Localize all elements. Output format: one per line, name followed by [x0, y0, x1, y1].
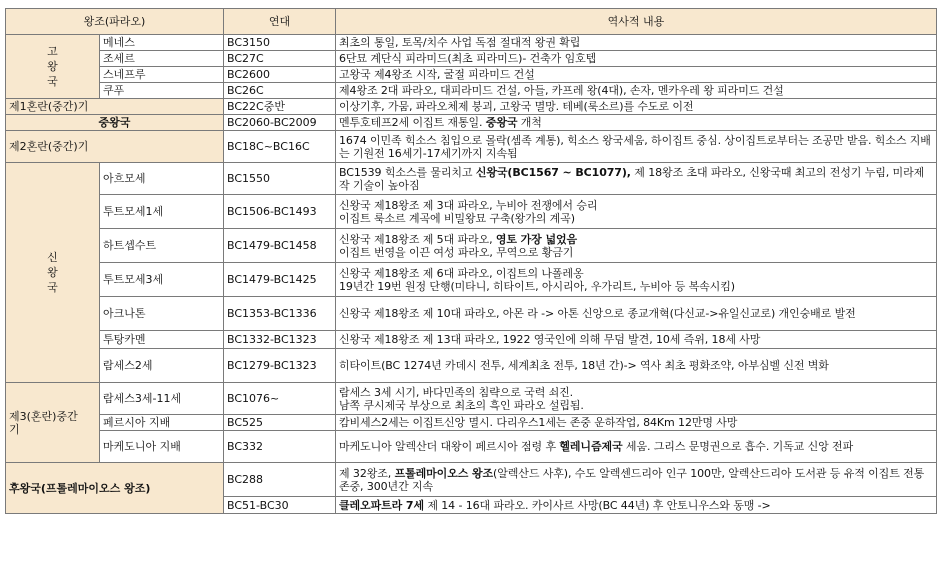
ruler-cell: 람세스3세-11세 — [100, 383, 224, 415]
desc-bold-text: 클레오파트라 7세 — [339, 498, 424, 512]
table-row — [6, 163, 937, 195]
desc-cell — [336, 229, 937, 263]
desc-cell — [336, 497, 937, 514]
desc-text: 19년간 19번 원정 단행(미타니, 히타이트, 아시리아, 우가리트, 누비아 등 복속시킴) — [339, 279, 735, 293]
date-cell: BC288 — [224, 463, 336, 497]
date-cell: BC2060-BC2009 — [224, 115, 336, 131]
ruler-cell: 아크나톤 — [100, 297, 224, 331]
table-row — [6, 35, 937, 51]
era-new-kingdom: 신 왕 국 — [6, 163, 100, 383]
date-cell: BC332 — [224, 431, 336, 463]
table-row — [6, 349, 937, 383]
desc-cell — [336, 263, 937, 297]
date-cell: BC1332-BC1323 — [224, 331, 336, 349]
desc-text: 제 18왕조 초대 파라오, 신왕국때 최고의 전성기 누림, 미라제작 기술이 높아짐 — [339, 165, 925, 192]
desc-text: 이집트 번영을 이끈 여성 파라오, 무역으로 황금기 — [339, 245, 574, 259]
table-row — [6, 51, 937, 67]
date-cell: BC51-BC30 — [224, 497, 336, 514]
desc-text: 신왕국 제18왕조 제 5대 파라오, — [339, 232, 496, 246]
desc-cell: 6단묘 계단식 피라미드(최초 피라미드)- 건축가 임호텝 — [336, 51, 937, 67]
desc-cell: 히타이트(BC 1274년 카데시 전투, 세계최초 전투, 18년 간)-> 역사 최초 평화조약, 아부심벨 신전 벽화 — [336, 349, 937, 383]
ruler-cell: 투트모세3세 — [100, 263, 224, 297]
table-row — [6, 67, 937, 83]
desc-bold-text: 헬레니즘제국 — [559, 440, 623, 453]
era-middle-kingdom: 중왕국 — [6, 115, 224, 131]
desc-text: 세움. 그리스 문명권으로 흡수. 기독교 신앙 전파 — [622, 440, 854, 453]
ruler-cell: 마케도니아 지배 — [100, 431, 224, 463]
desc-cell: 캄비세스2세는 이집트신앙 멸시. 다리우스1세는 존중 운하작업, 84Km 12만명 사망 — [336, 415, 937, 431]
date-cell: BC1479-BC1425 — [224, 263, 336, 297]
header-period: 연대 — [224, 9, 336, 35]
desc-cell — [336, 115, 937, 131]
table-row — [6, 463, 937, 497]
ruler-cell: 투탕카멘 — [100, 331, 224, 349]
ruler-cell: 조세르 — [100, 51, 224, 67]
ruler-cell: 페르시아 지배 — [100, 415, 224, 431]
desc-text: 제 32왕조, — [339, 466, 395, 480]
desc-cell: 이상기후, 가뭄, 파라오체제 붕괴, 고왕국 멸망. 테베(룩소르)를 수도로 이전 — [336, 99, 937, 115]
desc-text: BC1539 힉소스를 물리치고 — [339, 165, 476, 179]
desc-cell — [336, 463, 937, 497]
table-row — [6, 383, 937, 415]
desc-cell — [336, 195, 937, 229]
date-cell: BC2600 — [224, 67, 336, 83]
desc-text: (알렉산드 사후), 수도 알렉센드리아 인구 100만, 알렉산드리아 도서관 등 유적 이집트 전통 존중, 300년간 지속 — [339, 466, 925, 493]
ruler-cell: 쿠푸 — [100, 83, 224, 99]
desc-bold-text: 영토 가장 넓었음 — [495, 232, 578, 246]
table-row — [6, 83, 937, 99]
era-third-intermediate: 제3(혼란)중간 기 — [6, 383, 100, 463]
desc-cell: 1674 이민족 힉소스 침입으로 몰락(셈족 계통), 힉소스 왕국세움, 하이집트 중심. 상이집트로부터는 조공만 받음. 힉소스 지배는 기원전 16세기-17세기까지 지속됨 — [336, 131, 937, 163]
era-second-intermediate: 제2혼란(중간)기 — [6, 131, 224, 163]
date-cell: BC1076~ — [224, 383, 336, 415]
desc-text: 남쪽 쿠시제국 부상으로 최초의 흑인 파라오 설립됨. — [339, 398, 584, 412]
header-dynasty: 왕조(파라오) — [6, 9, 224, 35]
table-row — [6, 99, 937, 115]
table-row — [6, 263, 937, 297]
ruler-cell: 람세스2세 — [100, 349, 224, 383]
era-old-kingdom: 고 왕 국 — [6, 35, 100, 99]
table-row — [6, 195, 937, 229]
desc-cell: 신왕국 제18왕조 제 10대 파라오, 아몬 라 -> 아톤 신앙으로 종교개혁(다신교->유일신교로) 개인숭배로 발전 — [336, 297, 937, 331]
desc-bold-text: 신왕국(BC1567 ~ BC1077), — [475, 165, 631, 179]
ruler-cell: 하트셉수트 — [100, 229, 224, 263]
table-row — [6, 297, 937, 331]
date-cell: BC26C — [224, 83, 336, 99]
egypt-history-table — [5, 8, 937, 514]
header-row — [6, 9, 937, 35]
desc-cell: 최초의 통일, 토목/치수 사업 독점 절대적 왕권 확립 — [336, 35, 937, 51]
ruler-cell: 투트모세1세 — [100, 195, 224, 229]
desc-cell: 고왕국 제4왕조 시작, 굴절 피라미드 건설 — [336, 67, 937, 83]
ruler-cell: 스네프루 — [100, 67, 224, 83]
era-ptolemaic: 후왕국(프톨레마이오스 왕조) — [6, 463, 224, 514]
desc-text: 신왕국 제18왕조 제 3대 파라오, 누비아 전쟁에서 승리 — [339, 198, 598, 212]
ruler-cell: 아흐모세 — [100, 163, 224, 195]
desc-cell — [336, 431, 937, 463]
date-cell: BC3150 — [224, 35, 336, 51]
desc-cell — [336, 163, 937, 195]
desc-text: 이집트 룩소르 계곡에 비밀왕묘 구축(왕가의 계곡) — [339, 211, 575, 225]
desc-cell: 신왕국 제18왕조 제 13대 파라오, 1922 영국인에 의해 무덤 발견, 10세 즉위, 18세 사망 — [336, 331, 937, 349]
table-row — [6, 415, 937, 431]
date-cell: BC1479-BC1458 — [224, 229, 336, 263]
table-row — [6, 131, 937, 163]
desc-text: 개척 — [517, 116, 542, 129]
header-content: 역사적 내용 — [336, 9, 937, 35]
desc-text: 신왕국 제18왕조 제 6대 파라오, 이집트의 나폴레옹 — [339, 266, 584, 280]
desc-text: 제 14 - 16대 파라오. 카이사르 사망(BC 44년) 후 안토니우스와 동맹 -> — [423, 498, 771, 512]
desc-text: 람세스 3세 시기, 바다민족의 침략으로 국력 쇠진. — [339, 385, 574, 399]
date-cell: BC1279-BC1323 — [224, 349, 336, 383]
desc-bold-text: 중왕국 — [485, 116, 518, 129]
desc-cell: 제4왕조 2대 파라오, 대피라미드 건설, 아들, 카프레 왕(4대), 손자, 멘카우레 왕 피라미드 건설 — [336, 83, 937, 99]
table-row — [6, 229, 937, 263]
date-cell: BC18C~BC16C — [224, 131, 336, 163]
date-cell: BC27C — [224, 51, 336, 67]
table-row — [6, 331, 937, 349]
desc-text: 마케도니아 알렉산더 대왕이 페르시아 점령 후 — [339, 440, 560, 453]
ruler-cell: 메네스 — [100, 35, 224, 51]
date-cell: BC22C중반 — [224, 99, 336, 115]
table-row — [6, 431, 937, 463]
desc-text: 멘투호테프2세 이집트 재통일. — [339, 116, 486, 129]
era-first-intermediate: 제1혼란(중간)기 — [6, 99, 224, 115]
date-cell: BC525 — [224, 415, 336, 431]
table-row — [6, 115, 937, 131]
desc-bold-text: 프톨레마이오스 왕조 — [394, 466, 494, 480]
date-cell: BC1506-BC1493 — [224, 195, 336, 229]
date-cell: BC1353-BC1336 — [224, 297, 336, 331]
date-cell: BC1550 — [224, 163, 336, 195]
desc-cell — [336, 383, 937, 415]
